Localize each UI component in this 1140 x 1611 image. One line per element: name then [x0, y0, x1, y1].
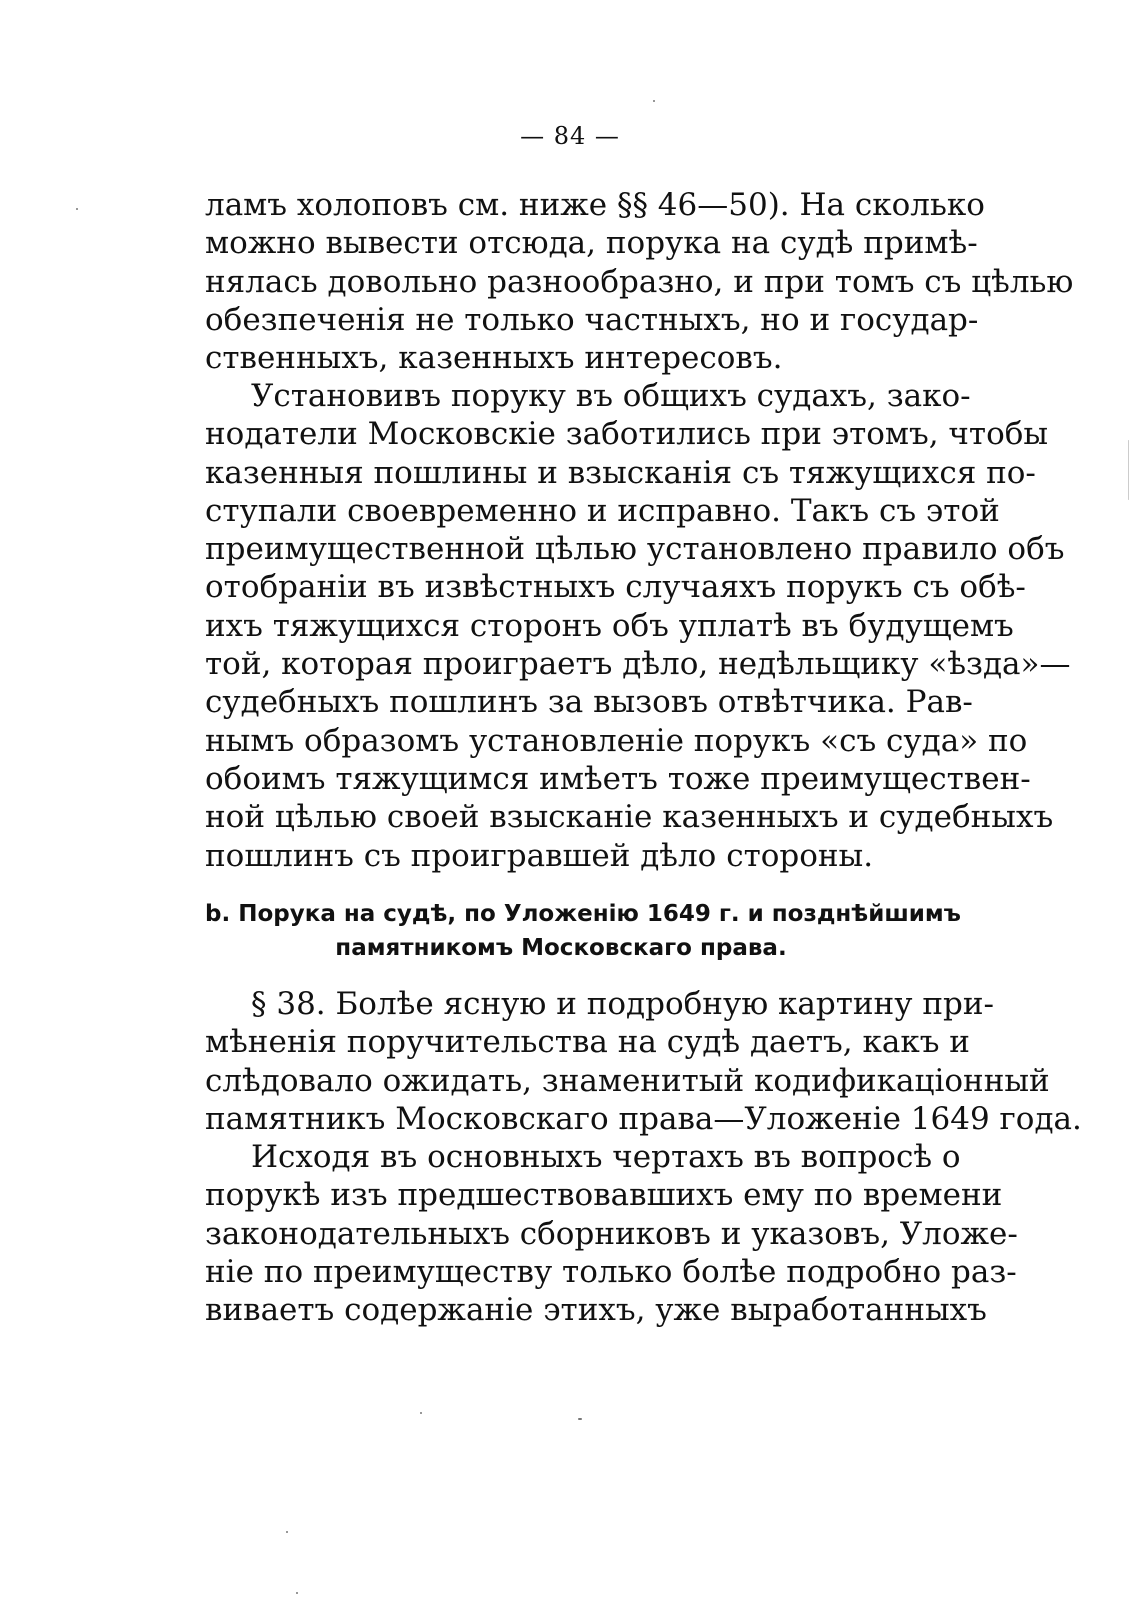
section-heading — [205, 897, 961, 965]
text-line: той, которая проиграетъ дѣло, недѣльщику «ѣзда»— — [205, 646, 1071, 683]
paragraph-ulozhenie — [205, 1138, 1018, 1329]
section-heading-line: b. Порука на судѣ, по Уложенію 1649 г. и позднѣйшимъ — [205, 901, 961, 927]
text-line: можно вывести отсюда, порука на судѣ примѣ- — [205, 225, 978, 262]
text-line: ніе по преимуществу только болѣе подробно раз- — [205, 1253, 1017, 1290]
text-line: законодательныхъ сборниковъ и указовъ, Уложе- — [205, 1215, 1018, 1252]
page-number: — 84 — — [520, 122, 620, 150]
paragraph-continuation — [205, 186, 1074, 377]
paragraph-state-fees — [205, 377, 1071, 875]
text-line: ступали своевременно и исправно. Такъ съ этой — [205, 492, 1000, 529]
text-line: Исходя въ основныхъ чертахъ въ вопросѣ о — [251, 1139, 961, 1175]
text-line: Установивъ поруку въ общихъ судахъ, зако- — [251, 378, 971, 414]
scan-speck — [1128, 440, 1129, 500]
text-line: мѣненія поручительства на судѣ даетъ, какъ и — [205, 1024, 970, 1061]
text-line: нодатели Московскіе заботились при этомъ, чтобы — [205, 416, 1049, 453]
text-line: порукѣ изъ предшествовавшихъ ему по времени — [205, 1177, 1003, 1214]
text-line: пошлинъ съ проигравшей дѣло стороны. — [205, 837, 874, 874]
scan-speck — [76, 208, 78, 210]
text-line: нымъ образомъ установленіе порукъ «съ суда» по — [205, 722, 1028, 759]
text-line: ламъ холоповъ см. ниже §§ 46—50). На сколько — [205, 187, 985, 223]
text-line: виваетъ содержаніе этихъ, уже выработанныхъ — [205, 1292, 987, 1329]
text-line: нялась довольно разнообразно, и при томъ съ цѣлью — [205, 263, 1074, 300]
text-line: слѣдовало ожидать, знаменитый кодификаціонный — [205, 1062, 1050, 1099]
scan-speck — [653, 100, 655, 102]
text-line: казенныя пошлины и взысканія съ тяжущихся по- — [205, 454, 1036, 491]
text-line: § 38. Болѣе ясную и подробную картину при- — [251, 986, 994, 1022]
text-line: преимущественной цѣлью установлено правило объ — [205, 531, 1065, 568]
text-line: памятникъ Московскаго права—Уложеніе 1649 года. — [205, 1100, 1082, 1137]
paragraph-section-38 — [205, 985, 1082, 1138]
text-line: обоимъ тяжущимся имѣетъ тоже преимуществен- — [205, 760, 1031, 797]
scan-speck — [420, 1412, 422, 1414]
text-line: ихъ тяжущихся сторонъ объ уплатѣ въ будущемъ — [205, 607, 1014, 644]
text-line: ной цѣлью своей взысканіе казенныхъ и судебныхъ — [205, 799, 1054, 836]
scan-speck — [578, 1418, 582, 1420]
text-line: судебныхъ пошлинъ за вызовъ отвѣтчика. Рав- — [205, 684, 973, 721]
section-heading-line: памятникомъ Московскаго права. — [335, 935, 787, 961]
scan-speck — [296, 1592, 298, 1594]
scan-speck — [286, 1531, 288, 1533]
text-line: ственныхъ, казенныхъ интересовъ. — [205, 340, 783, 377]
text-line: обезпеченія не только частныхъ, но и государ- — [205, 301, 979, 338]
text-line: отобраніи въ извѣстныхъ случаяхъ порукъ съ обѣ- — [205, 569, 1026, 606]
